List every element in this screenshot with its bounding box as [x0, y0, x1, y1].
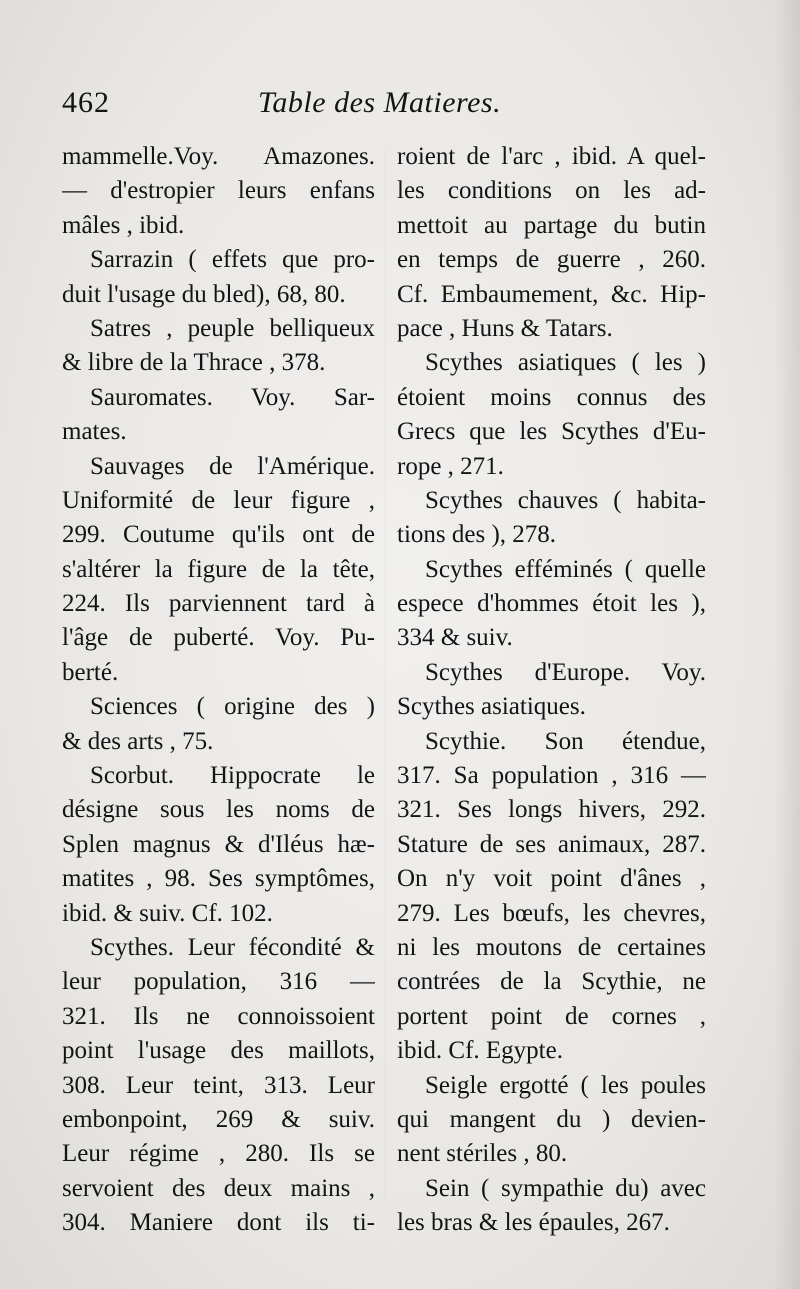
- index-line: 304. Maniere dont ils ti-: [62, 1209, 375, 1237]
- column-gutter: [385, 150, 386, 1200]
- index-line: Seigle ergotté ( les poules: [425, 1071, 706, 1099]
- index-line: Scythes asiatiques.: [397, 693, 586, 721]
- index-line: 334 & suiv.: [397, 624, 513, 652]
- index-line: espece d'hommes étoit les ),: [397, 590, 706, 618]
- index-line: ibid. Cf. Egypte.: [397, 1037, 563, 1065]
- index-line: Scythes d'Europe. Voy.: [425, 658, 706, 686]
- page-edge-shadow: [774, 0, 800, 1289]
- index-line: portent point de cornes ,: [397, 1002, 706, 1030]
- index-line: Grecs que les Scythes d'Eu-: [397, 418, 706, 446]
- index-line: Satres , peuple belliqueux: [90, 314, 375, 342]
- index-line: Uniformité de leur figure ,: [62, 486, 375, 514]
- index-line: les conditions on les ad-: [397, 177, 706, 205]
- index-line: Cf. Embaumement, &c. Hip-: [397, 280, 706, 308]
- index-line: l'âge de puberté. Voy. Pu-: [62, 624, 375, 652]
- index-line: 299. Coutume qu'ils ont de: [62, 521, 375, 549]
- index-line: Sarrazin ( effets que pro-: [90, 246, 375, 274]
- index-line: Splen magnus & d'Iléus hæ-: [62, 830, 375, 858]
- index-line: contrées de la Scythie, ne: [397, 968, 706, 996]
- index-line: Scythes asiatiques ( les ): [425, 349, 706, 377]
- index-line: point l'usage des maillots,: [62, 1037, 375, 1065]
- index-line: les bras & les épaules, 267.: [397, 1209, 670, 1237]
- running-title: Table des Matieres.: [258, 86, 502, 119]
- index-line: 321. Ses longs hivers, 292.: [397, 796, 706, 824]
- index-line: — d'estropier leurs enfans: [62, 177, 375, 205]
- index-line: leur population, 316 —: [62, 968, 375, 996]
- index-line: mettoit au partage du butin: [397, 211, 706, 239]
- index-line: désigne sous les noms de: [62, 796, 375, 824]
- index-line: mates.: [62, 418, 127, 446]
- index-line: rope , 271.: [397, 452, 504, 480]
- running-header: [62, 82, 722, 132]
- index-line: berté.: [62, 658, 119, 686]
- index-line: mammelle.Voy. Amazones.: [62, 143, 375, 170]
- index-line: 321. Ils ne connoissoient: [62, 1002, 375, 1030]
- index-line: qui mangent du ) devien-: [397, 1105, 706, 1133]
- index-line: On n'y voit point d'ânes ,: [397, 865, 706, 893]
- index-line: duit l'usage du bled), 68, 80.: [62, 280, 346, 308]
- index-line: ibid. & suiv. Cf. 102.: [62, 899, 273, 927]
- index-line: servoient des deux mains ,: [62, 1174, 375, 1202]
- index-line: Sauvages de l'Amérique.: [90, 452, 375, 480]
- index-line: Leur régime , 280. Ils se: [62, 1140, 375, 1168]
- index-line: Sciences ( origine des ): [90, 693, 375, 721]
- index-line: 317. Sa population , 316 —: [397, 762, 706, 790]
- index-line: mâles , ibid.: [62, 211, 185, 239]
- index-line: Scythes. Leur fécondité &: [90, 933, 375, 961]
- index-line: roient de l'arc , ibid. A quel-: [397, 143, 706, 170]
- index-line: 308. Leur teint, 313. Leur: [62, 1071, 375, 1099]
- index-line: pace , Huns & Tatars.: [397, 314, 613, 342]
- index-line: Scorbut. Hippocrate le: [90, 762, 375, 790]
- index-line: en temps de guerre , 260.: [397, 246, 706, 274]
- index-line: matites , 98. Ses symptômes,: [62, 865, 375, 893]
- index-line: Scythes efféminés ( quelle: [425, 555, 706, 583]
- index-line: Scythie. Son étendue,: [425, 727, 706, 755]
- index-line: nent stériles , 80.: [397, 1140, 568, 1168]
- index-line: 224. Ils parviennent tard à: [62, 590, 375, 618]
- index-line: Stature de ses animaux, 287.: [397, 830, 706, 858]
- index-column-right: [397, 140, 706, 1241]
- index-line: 279. Les bœufs, les chevres,: [397, 899, 706, 927]
- index-line: s'altérer la figure de la tête,: [62, 555, 375, 583]
- index-line: & libre de la Thrace , 378.: [62, 349, 326, 377]
- index-line: Sein ( sympathie du) avec: [425, 1174, 706, 1202]
- page-number: 462: [62, 86, 110, 119]
- index-line: tions des ), 278.: [397, 521, 557, 549]
- index-line: étoient moins connus des: [397, 383, 706, 411]
- index-line: & des arts , 75.: [62, 727, 214, 755]
- index-line: ni les moutons de certaines: [397, 933, 706, 961]
- index-column-left: [62, 140, 375, 1241]
- index-line: embonpoint, 269 & suiv.: [62, 1105, 375, 1133]
- index-line: Sauromates. Voy. Sar-: [90, 383, 375, 411]
- index-line: Scythes chauves ( habita-: [425, 486, 706, 514]
